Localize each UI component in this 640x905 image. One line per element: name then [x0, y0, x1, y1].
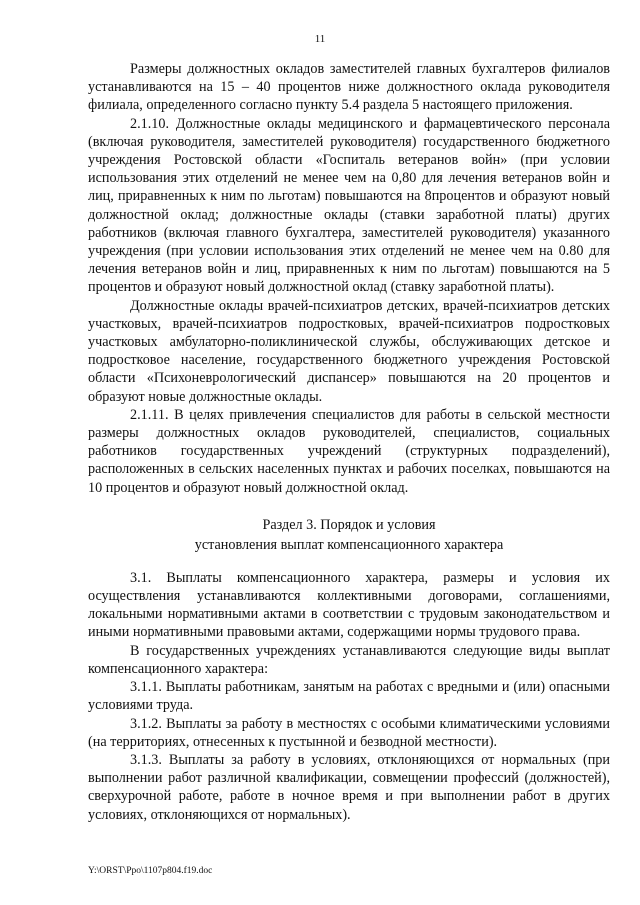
paragraph-compensation-types-intro: В государственных учреждениях устанавливаются следующие виды выплат компенсационного характера:	[88, 642, 610, 677]
section-3-title: Раздел 3. Порядок и условия	[262, 516, 436, 533]
document-body	[88, 60, 610, 824]
paragraph-3-1-2: 3.1.2. Выплаты за работу в местностях с особыми климатическими условиями (на территориях, отнесенных к пустынной и безводной местности).	[88, 715, 610, 750]
file-path-footer: Y:\ORST\Ppo\1107p804.f19.doc	[88, 866, 213, 876]
paragraph-2-1-10: 2.1.10. Должностные оклады медицинского и фармацевтического персонала (включая руководителя, заместителей руководителя) государственного бюджетного учреждения Ростовской области «Госпиталь ветеранов войн» (при условии использования этих отделений не менее чем на 0,80 для лечения ветеранов войн и лиц, приравненных к ним по льготам) повышаются на 8процентов и образуют новый должностной оклад; должностные оклады (ставки заработной платы) других работников (включая главного бухгалтера, заместителей руководителя) указанного учреждения (при условии использования этих отделений не менее чем на 0.80 для лечения ветеранов войн и лиц, приравненных к ним по льготам) повышаются на 5 процентов и образуют новый должностной оклад (ставку заработной платы).	[88, 115, 610, 296]
paragraph-2-1-11: 2.1.11. В целях привлечения специалистов для работы в сельской местности размеры должностных окладов руководителей, специалистов, социальных работников государственных учреждений (структурных подразделений), расположенных в сельских населенных пунктах и рабочих поселках, повышаются на 10 процентов и образуют новый должностной оклад.	[88, 406, 610, 496]
paragraph-3-1-3: 3.1.3. Выплаты за работу в условиях, отклоняющихся от нормальных (при выполнении работ различной квалификации, совмещении профессий (должностей), сверхурочной работе, работе в ночное время и при выполнении работ в других условиях, отклоняющихся от нормальных).	[88, 751, 610, 823]
section-3-subtitle: установления выплат компенсационного характера	[194, 536, 504, 553]
page-number: 11	[314, 33, 326, 45]
paragraph-3-1: 3.1. Выплаты компенсационного характера, размеры и условия их осуществления устанавливаются коллективными договорами, соглашениями, локальными нормативными актами в соответствии с трудовым законодательством и иными нормативными правовыми актами, содержащими нормы трудового права.	[88, 569, 610, 641]
paragraph-psychiatrists-salaries: Должностные оклады врачей-психиатров детских, врачей-психиатров детских участковых, врачей-психиатров подростковых, врачей-психиатров подростковых участковых амбулаторно-поликлинической службы, обслуживающих детское и подростковое население, государственного бюджетного учреждения Ростовской области «Психоневрологический диспансер» повышаются на 20 процентов и образуют новые должностные оклады.	[88, 297, 610, 405]
paragraph-3-1-1: 3.1.1. Выплаты работникам, занятым на работах с вредными и (или) опасными условиями труда.	[88, 679, 610, 714]
section-3-heading	[88, 515, 610, 555]
paragraph-deputy-accountants-salaries: Размеры должностных окладов заместителей главных бухгалтеров филиалов устанавливаются на 15 – 40 процентов ниже должностного оклада руководителя филиала, определенного согласно пункту 5.4 раздела 5 настоящего приложения.	[88, 61, 610, 114]
